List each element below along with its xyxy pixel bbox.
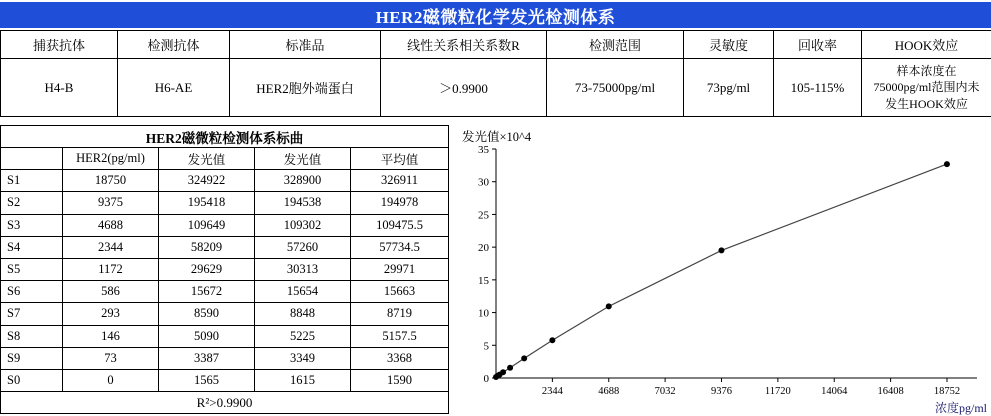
table-row: [1, 303, 449, 325]
std-cell: 2344: [63, 236, 159, 258]
std-cell: 324922: [159, 170, 255, 192]
std-cell: 9375: [63, 192, 159, 214]
chart-y-tick: 15: [478, 275, 490, 287]
std-cell: 15654: [255, 281, 351, 303]
chart-y-axis-label: 发光值×10^4: [462, 127, 531, 145]
std-cell: 57260: [255, 236, 351, 258]
chart-y-tick: 30: [478, 177, 490, 189]
std-row-label: S8: [1, 325, 63, 347]
chart-data-point: [718, 247, 724, 253]
std-cell: 3387: [159, 347, 255, 369]
std-cell: 1172: [63, 258, 159, 280]
std-cell: 0: [63, 369, 159, 391]
chart-x-tick: 11720: [765, 386, 791, 397]
calibration-chart: [452, 125, 991, 414]
table-row: [1, 170, 449, 192]
std-cell: 5157.5: [351, 325, 449, 347]
chart-y-tick: 5: [484, 340, 490, 352]
std-cell: 3349: [255, 347, 351, 369]
std-cell: 1590: [351, 369, 449, 391]
chart-data-point: [606, 303, 612, 309]
std-cell: 4688: [63, 214, 159, 236]
std-cell: 73: [63, 347, 159, 369]
std-cell: 8590: [159, 303, 255, 325]
table-row: [1, 214, 449, 236]
chart-y-tick: 0: [484, 373, 490, 385]
spec-value-cell: 105-115%: [774, 59, 862, 117]
spec-header-cell: 检测范围: [547, 31, 684, 59]
std-table-footer-row: [1, 392, 449, 414]
std-cell: 195418: [159, 192, 255, 214]
chart-x-tick: 9376: [711, 386, 732, 397]
chart-data-point: [521, 355, 527, 361]
std-row-label: S1: [1, 170, 63, 192]
std-cell: 146: [63, 325, 159, 347]
spec-header-cell: 检测抗体: [118, 31, 230, 59]
std-cell: 30313: [255, 258, 351, 280]
std-table-caption: HER2磁微粒检测体系标曲: [1, 126, 449, 148]
std-cell: 194978: [351, 192, 449, 214]
std-cell: 58209: [159, 236, 255, 258]
std-cell: 8719: [351, 303, 449, 325]
chart-x-tick: 7032: [655, 386, 676, 397]
chart-x-tick: 18752: [934, 386, 960, 397]
spec-header-cell: 捕获抗体: [1, 31, 118, 59]
std-cell: 57734.5: [351, 236, 449, 258]
std-cell: 328900: [255, 170, 351, 192]
page-title: HER2磁微粒化学发光检测体系: [0, 2, 991, 28]
chart-data-point: [500, 369, 506, 375]
chart-y-tick: 20: [478, 242, 490, 254]
spec-table-value-row: [1, 59, 991, 117]
std-row-label: S0: [1, 369, 63, 391]
table-row: [1, 192, 449, 214]
spec-header-cell: HOOK效应: [862, 31, 991, 59]
spec-header-cell: 标准品: [230, 31, 381, 59]
std-row-label: S3: [1, 214, 63, 236]
std-table-r2: R²>0.9900: [1, 392, 449, 414]
spec-value-cell: HER2胞外端蛋白: [230, 59, 381, 117]
std-row-label: S5: [1, 258, 63, 280]
table-row: [1, 369, 449, 391]
spec-table-header-row: [1, 31, 991, 59]
std-row-label: S6: [1, 281, 63, 303]
std-cell: 1565: [159, 369, 255, 391]
std-cell: 5090: [159, 325, 255, 347]
spec-value-cell: H4-B: [1, 59, 118, 117]
table-row: [1, 236, 449, 258]
chart-y-tick: 25: [478, 209, 490, 221]
spec-header-cell: 回收率: [774, 31, 862, 59]
spec-value-cell: ＞0.9900: [381, 59, 547, 117]
std-header-cell: 发光值: [159, 148, 255, 170]
chart-svg: [452, 125, 991, 414]
spec-value-cell: 73-75000pg/ml: [547, 59, 684, 117]
std-table-header-row: [1, 148, 449, 170]
std-cell: 15663: [351, 281, 449, 303]
standard-curve-table: [0, 125, 449, 414]
std-row-label: S7: [1, 303, 63, 325]
chart-x-tick: 16408: [877, 386, 903, 397]
spec-header-cell: 线性关系相关系数R: [381, 31, 547, 59]
table-row: [1, 325, 449, 347]
std-header-cell: HER2(pg/ml): [63, 148, 159, 170]
std-table-caption-row: [1, 126, 449, 148]
spec-header-cell: 灵敏度: [684, 31, 774, 59]
std-cell: 3368: [351, 347, 449, 369]
chart-x-tick: 4688: [598, 386, 619, 397]
std-cell: 1615: [255, 369, 351, 391]
chart-x-axis-label: 浓度pg/ml: [935, 399, 987, 416]
std-cell: 194538: [255, 192, 351, 214]
std-header-cell: [1, 148, 63, 170]
std-row-label: S4: [1, 236, 63, 258]
std-cell: 326911: [351, 170, 449, 192]
std-cell: 109475.5: [351, 214, 449, 236]
std-cell: 293: [63, 303, 159, 325]
std-cell: 29629: [159, 258, 255, 280]
std-row-label: S9: [1, 347, 63, 369]
chart-x-tick: 14064: [821, 386, 848, 397]
std-cell: 15672: [159, 281, 255, 303]
chart-data-point: [549, 337, 555, 343]
std-cell: 109649: [159, 214, 255, 236]
std-row-label: S2: [1, 192, 63, 214]
std-cell: 29971: [351, 258, 449, 280]
spec-value-cell: H6-AE: [118, 59, 230, 117]
spec-value-cell-hook: 样本浓度在75000pg/ml范围内未发生HOOK效应: [862, 59, 991, 117]
spec-table: [0, 30, 991, 117]
chart-y-tick: 10: [478, 308, 490, 320]
std-cell: 8848: [255, 303, 351, 325]
chart-y-tick: 35: [478, 144, 490, 156]
std-header-cell: 平均值: [351, 148, 449, 170]
table-row: [1, 281, 449, 303]
chart-data-point: [507, 365, 513, 371]
std-cell: 586: [63, 281, 159, 303]
std-cell: 18750: [63, 170, 159, 192]
chart-data-point: [944, 161, 950, 167]
std-cell: 5225: [255, 325, 351, 347]
table-row: [1, 258, 449, 280]
std-header-cell: 发光值: [255, 148, 351, 170]
std-cell: 109302: [255, 214, 351, 236]
chart-curve: [496, 164, 947, 377]
table-row: [1, 347, 449, 369]
chart-x-tick: 2344: [542, 386, 564, 397]
spec-value-cell: 73pg/ml: [684, 59, 774, 117]
